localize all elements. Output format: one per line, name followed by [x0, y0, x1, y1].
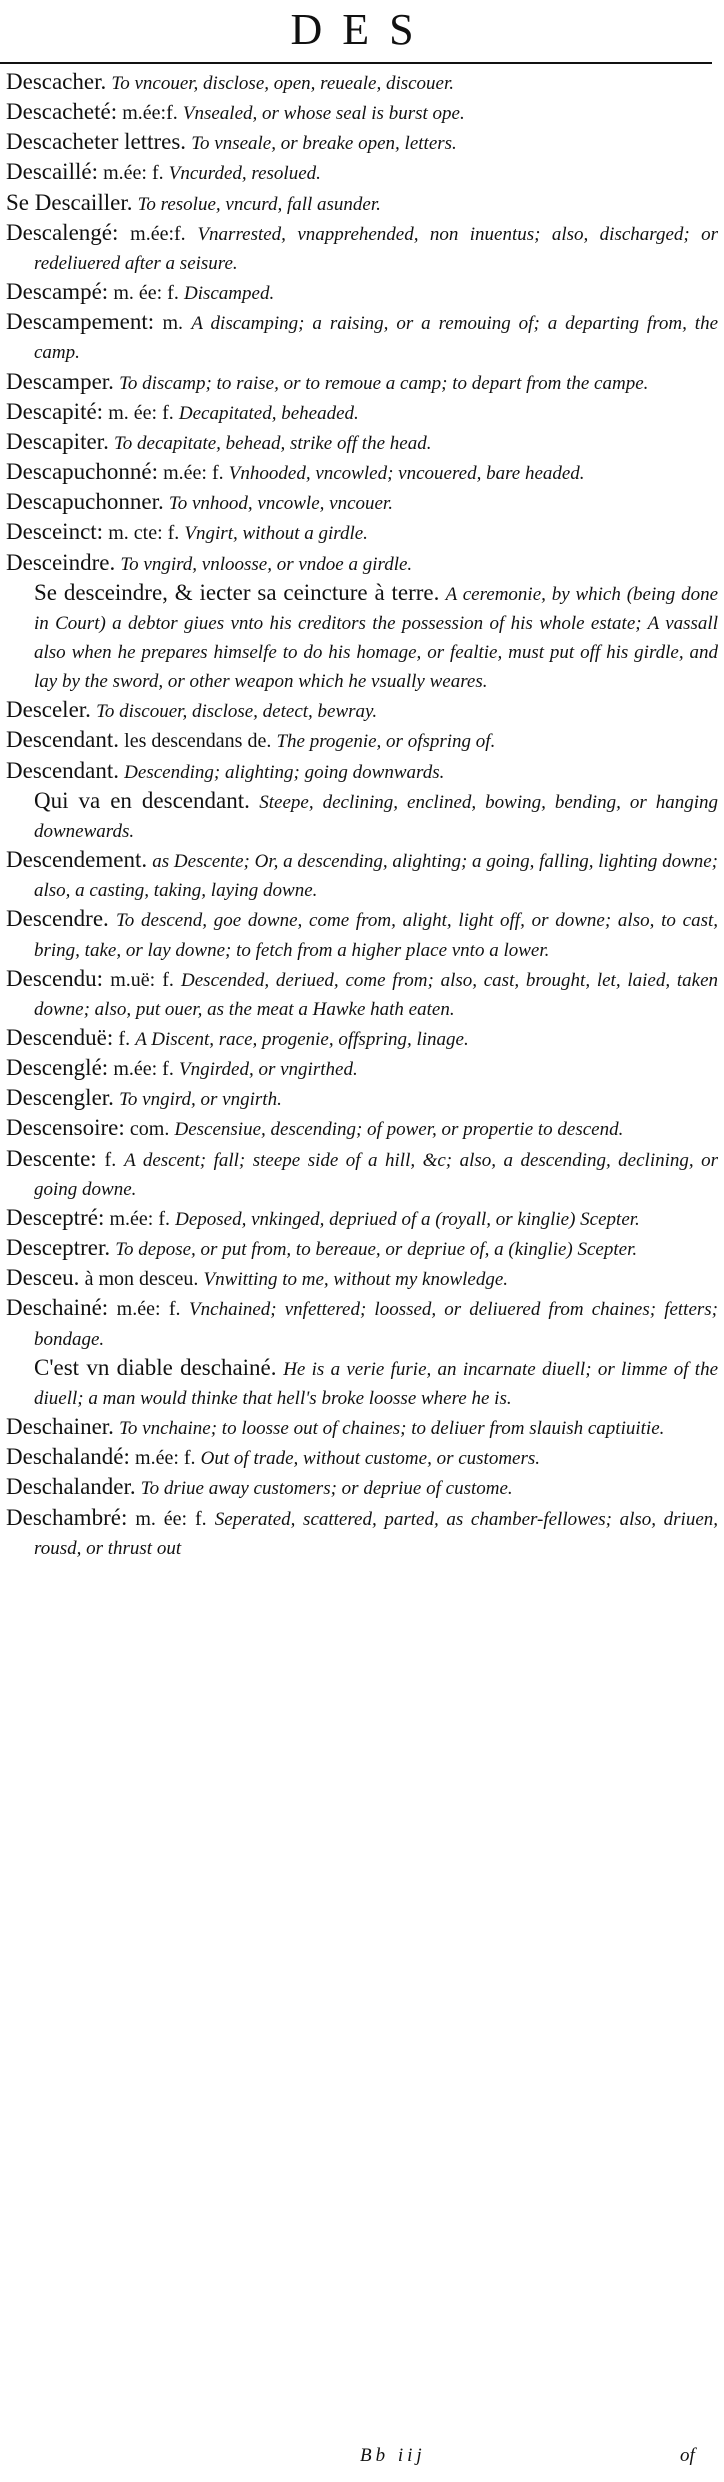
dictionary-entry	[6, 579, 718, 697]
dictionary-entry	[6, 1145, 718, 1204]
dictionary-entry	[6, 1084, 718, 1114]
gloss: Vnwitting to me, without my knowledge.	[203, 1269, 509, 1291]
dictionary-entry	[6, 368, 718, 398]
gloss: Vngirt, without a girdle.	[184, 523, 368, 545]
dictionary-entry	[6, 1234, 718, 1264]
headword: Descalengé:	[6, 219, 119, 245]
dictionary-entry	[6, 846, 718, 905]
gloss: Decapitated, beheaded.	[178, 402, 359, 424]
grammar-note: m.ée: f.	[113, 1058, 174, 1081]
dictionary-entry	[6, 68, 718, 98]
dictionary-entry	[6, 1204, 718, 1234]
headword: Descapuchonné:	[6, 459, 158, 485]
dictionary-entry	[6, 308, 718, 367]
catchword: of	[680, 2445, 695, 2466]
header-rule	[0, 62, 712, 64]
headword: Descente:	[6, 1145, 97, 1171]
gloss: A Discent, race, progenie, offspring, linage.	[135, 1029, 469, 1050]
headword: Se desceindre, & iecter sa ceincture à terre.	[34, 579, 440, 605]
headword: Descendre.	[6, 906, 109, 932]
gloss: Steepe, declining, enclined, bowing, bending, or hanging downewards.	[34, 791, 719, 842]
headword: Descaillé:	[6, 159, 98, 185]
headword: Deschalander.	[6, 1474, 136, 1500]
grammar-note: m.ée: f.	[135, 1447, 196, 1470]
dictionary-entry	[6, 278, 718, 308]
gloss: To vngird, vnloosse, or vndoe a girdle.	[120, 553, 413, 575]
dictionary-entry	[6, 1294, 718, 1353]
grammar-note: m.ée: f.	[163, 462, 224, 485]
grammar-note: m.ée:f.	[122, 102, 178, 125]
dictionary-entry	[6, 128, 718, 158]
headword: Deschainer.	[6, 1414, 114, 1440]
headword: Descendant.	[6, 757, 120, 783]
grammar-note: f.	[104, 1148, 117, 1171]
dictionary-entry	[6, 696, 718, 726]
dictionary-entry	[6, 1264, 718, 1294]
dictionary-entry	[6, 1473, 718, 1503]
dictionary-entry	[6, 1054, 718, 1084]
dictionary-entry	[6, 518, 718, 548]
dictionary-entry	[6, 726, 718, 756]
gloss: Vnsealed, or whose seal is burst ope.	[182, 103, 465, 125]
headword: Descampé:	[6, 279, 109, 305]
grammar-note: m.ée: f.	[109, 1207, 170, 1230]
grammar-note: m.	[162, 312, 184, 335]
gloss: To discamp; to raise, or to remoue a camp; to depart from the campe.	[119, 372, 649, 394]
gloss: To vnhood, vncowle, vncouer.	[168, 493, 393, 515]
dictionary-entry	[6, 1114, 718, 1144]
dictionary-entry	[6, 1413, 718, 1443]
dictionary-entry	[6, 549, 718, 579]
headword: Descendu:	[6, 965, 104, 991]
running-head: DES	[290, 5, 434, 54]
dictionary-entry	[6, 428, 718, 458]
grammar-note: à mon desceu.	[84, 1268, 199, 1291]
dictionary-entry	[6, 1443, 718, 1473]
headword: Se Descailler.	[6, 189, 133, 215]
headword: Descacheté:	[6, 99, 118, 125]
gloss: To decapitate, behead, strike off the head.	[113, 432, 432, 454]
dictionary-entry	[6, 458, 718, 488]
dictionary-entry	[6, 98, 718, 128]
gloss: Descending; alighting; going downwards.	[124, 761, 445, 783]
grammar-note: f.	[118, 1028, 131, 1050]
headword: Descampement:	[6, 309, 155, 335]
headword: Descengler.	[6, 1085, 114, 1111]
gloss: To driue away customers; or depriue of custome.	[140, 1478, 513, 1500]
gloss: To depose, or put from, to bereaue, or depriue of, a (kinglie) Scepter.	[115, 1239, 638, 1261]
gloss: Vnhooded, vncowled; vncouered, bare headed.	[228, 463, 585, 485]
dictionary-entry	[6, 905, 718, 964]
grammar-note: m. ée: f.	[108, 401, 174, 424]
grammar-note: m. ée: f.	[113, 282, 179, 305]
dictionary-entry	[6, 1024, 718, 1054]
headword: Descendement.	[6, 847, 148, 873]
headword: Descapuchonner.	[6, 489, 164, 515]
gloss: The progenie, or ofspring of.	[276, 731, 496, 753]
headword: Desceptré:	[6, 1204, 105, 1230]
headword: Descenduë:	[6, 1025, 114, 1050]
gloss: Vncurded, resolued.	[168, 163, 321, 185]
headword: Qui va en descendant.	[34, 787, 250, 813]
gloss: To discouer, disclose, detect, bewray.	[96, 701, 378, 723]
gloss: He is a verie furie, an incarnate diuell; or limme of the diuell; a man would thinke that hell's broke loosse where he is.	[34, 1358, 719, 1409]
entry-list	[6, 68, 718, 1563]
gloss: Descended, deriued, come from; also, cast, brought, let, laied, taken downe; also, put ouer, as the meat a Hawke hath eaten.	[34, 969, 718, 1020]
signature-mark: Bb iij	[360, 2445, 426, 2466]
gloss: A discamping; a raising, or a remouing of; a departing from, the camp.	[34, 313, 719, 364]
gloss: as Descente; Or, a descending, alighting; a going, falling, lighting downe; also, a casting, taking, laying downe.	[34, 851, 719, 902]
gloss: To descend, goe downe, come from, alight, light off, or downe; also, to cast, bring, take, or lay downe; to fetch from a higher place vnto a lower.	[34, 910, 719, 961]
dictionary-entry	[6, 757, 718, 787]
grammar-note: les descendans de.	[124, 730, 272, 753]
grammar-note: m.ée:f.	[130, 222, 186, 245]
gloss: Seperated, scattered, parted, as chamber-fellowes; also, driuen, rousd, or thrust out	[34, 1508, 718, 1559]
gloss: Vnchained; vnfettered; loossed, or deliuered from chaines; fetters; bondage.	[34, 1299, 719, 1350]
gloss: A ceremonie, by which (being done in Court) a debtor giues vnto his creditors the possession of his whole estate; A vassall also when he prepares himselfe to do his homage, or fealtie, must put off his girdle, and lay by the sword, or other weapon which he vsually weares.	[34, 583, 718, 693]
dictionary-entry	[6, 398, 718, 428]
dictionary-entry	[6, 965, 718, 1024]
headword: Desceler.	[6, 697, 91, 723]
grammar-note: m. cte: f.	[108, 522, 180, 545]
grammar-note: m.uë: f.	[110, 968, 174, 991]
dictionary-entry	[6, 158, 718, 188]
headword: Desceu.	[6, 1265, 80, 1291]
gloss: To vncouer, disclose, open, reueale, discouer.	[111, 73, 455, 94]
gloss: Out of trade, without custome, or customers.	[200, 1448, 541, 1470]
headword: Descamper.	[6, 368, 114, 394]
headword: Descenglé:	[6, 1055, 109, 1081]
gloss: Discamped.	[183, 283, 275, 305]
headword: Descacheter lettres.	[6, 129, 187, 155]
headword: Desceptrer.	[6, 1235, 111, 1261]
headword: Desceindre.	[6, 549, 116, 575]
gloss: To resolue, vncurd, fall asunder.	[137, 193, 381, 215]
grammar-note: m.ée: f.	[103, 162, 164, 185]
dictionary-entry	[6, 1354, 718, 1413]
dictionary-entry	[6, 488, 718, 518]
gloss: Descensiue, descending; of power, or propertie to descend.	[174, 1119, 624, 1141]
gloss: Vngirded, or vngirthed.	[178, 1059, 358, 1081]
gloss: Vnarrested, vnapprehended, non inuentus; also, discharged; or redeliuered after a seisure.	[34, 223, 719, 274]
gloss: To vnseale, or breake open, letters.	[191, 133, 457, 155]
dictionary-entry	[6, 189, 718, 219]
headword: Deschalandé:	[6, 1444, 130, 1470]
grammar-note: m. ée: f.	[135, 1507, 207, 1530]
grammar-note: com.	[129, 1118, 170, 1141]
headword: Descapiter.	[6, 428, 109, 454]
headword: Deschambré:	[6, 1504, 128, 1530]
headword: Descacher.	[6, 69, 107, 94]
gloss: A descent; fall; steepe side of a hill, &c; also, a descending, declining, or going downe.	[34, 1149, 719, 1200]
dictionary-entry	[6, 219, 718, 278]
dictionary-entry	[6, 1504, 718, 1563]
headword: Deschainé:	[6, 1295, 109, 1321]
headword: C'est vn diable deschainé.	[34, 1354, 277, 1380]
grammar-note: m.ée: f.	[116, 1298, 181, 1321]
headword: Descendant.	[6, 727, 120, 753]
dictionary-entry	[6, 787, 718, 846]
headword: Descapité:	[6, 398, 104, 424]
headword: Descensoire:	[6, 1115, 125, 1141]
headword: Desceinct:	[6, 519, 104, 545]
gloss: Deposed, vnkinged, depriued of a (royall, or kinglie) Scepter.	[175, 1208, 640, 1230]
gloss: To vngird, or vngirth.	[119, 1089, 282, 1111]
gloss: To vnchaine; to loosse out of chaines; to deliuer from slauish captiuitie.	[119, 1418, 665, 1440]
